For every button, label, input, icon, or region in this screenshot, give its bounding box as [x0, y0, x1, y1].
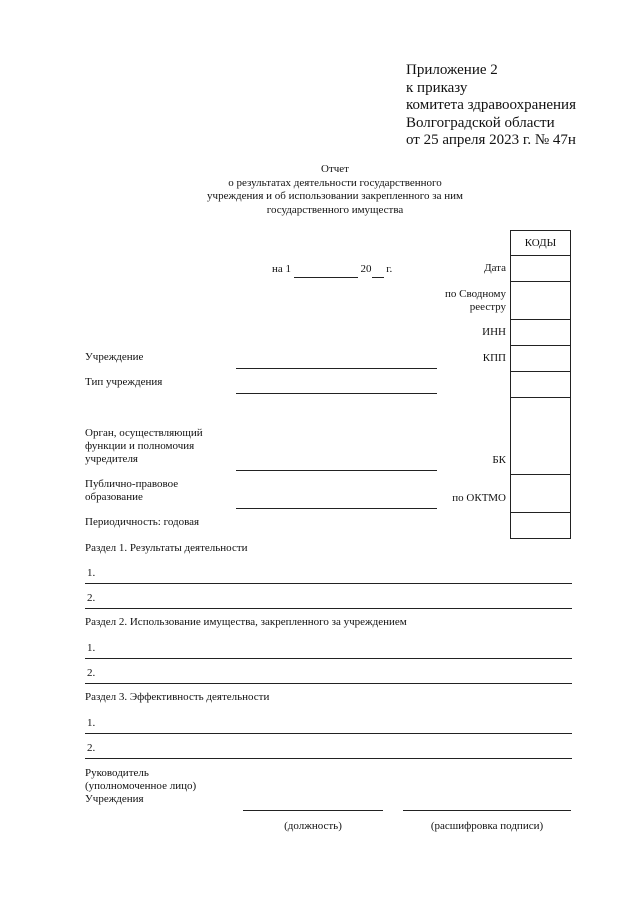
- report-title: [150, 163, 520, 217]
- code-cell-bk: [511, 398, 570, 475]
- founder-line: Орган, осуществляющий: [85, 427, 203, 439]
- title-line: о результатах деятельности государственного: [228, 176, 442, 189]
- public-entity-line: образование: [85, 491, 143, 503]
- label-kpp: КПП: [482, 352, 506, 364]
- signature-line: Учреждения: [85, 793, 144, 805]
- code-cell-date: [511, 256, 570, 282]
- section-3-item-2: 2.: [87, 742, 96, 754]
- public-entity-line-blank: [236, 508, 437, 509]
- code-cell-kpp: [511, 346, 570, 372]
- section-1-item-2: 2.: [87, 592, 96, 604]
- title-line: учреждения и об использовании закрепленного за ним: [207, 190, 463, 202]
- appendix-line: к приказу: [406, 79, 468, 96]
- section-1-item-1: 1.: [87, 567, 96, 579]
- section-2-line-2: [85, 683, 572, 684]
- code-cell-oktmo: [511, 475, 570, 513]
- label-registry: по Сводному реестру: [444, 288, 506, 313]
- founder-line: учредителя: [85, 453, 138, 465]
- code-cell-type: [511, 372, 570, 398]
- signature-line: (уполномоченное лицо): [85, 780, 197, 792]
- signature-block: [85, 767, 196, 806]
- signature-line: Руководитель: [85, 767, 149, 779]
- public-entity-line: Публично-правовое: [85, 478, 179, 490]
- date-blank: [294, 264, 358, 278]
- section-3-title: Раздел 3. Эффективность деятельности: [85, 691, 270, 703]
- section-2-item-1: 1.: [87, 642, 96, 654]
- founder-line-blank: [236, 470, 437, 471]
- founder-line: функции и полномочия: [85, 440, 195, 452]
- section-2-item-2: 2.: [87, 667, 96, 679]
- position-line: [243, 810, 383, 811]
- codes-header: КОДЫ: [511, 231, 570, 256]
- appendix-line: от 25 апреля 2023 г. № 47н: [406, 132, 576, 148]
- year-suffix: г.: [386, 263, 393, 275]
- section-3-line-1: [85, 733, 572, 734]
- label-bk: БК: [492, 454, 506, 466]
- field-founder: [85, 427, 203, 466]
- title-line: государственного имущества: [266, 203, 404, 216]
- section-2-title: Раздел 2. Использование имущества, закрепленного за учреждением: [85, 616, 407, 628]
- section-1-line-1: [85, 583, 572, 584]
- field-public-entity: [85, 478, 178, 504]
- appendix-line: Волгоградской области: [406, 114, 555, 131]
- field-institution-type: Тип учреждения: [85, 376, 163, 388]
- codes-table: [510, 230, 571, 539]
- appendix-line: комитета здравоохранения: [406, 97, 576, 113]
- code-cell-inn: [511, 320, 570, 346]
- date-prefix: на 1: [272, 263, 292, 275]
- label-date: Дата: [484, 262, 506, 274]
- year-blank: [372, 264, 384, 278]
- appendix-block: [406, 62, 576, 150]
- date-line: [272, 263, 392, 278]
- code-cell-periodicity: [511, 513, 570, 538]
- institution-type-line: [236, 393, 437, 394]
- section-3-line-2: [85, 758, 572, 759]
- code-cell-registry: [511, 282, 570, 320]
- label-oktmo: по ОКТМО: [452, 492, 506, 504]
- field-institution: Учреждение: [85, 351, 144, 363]
- section-1-title: Раздел 1. Результаты деятельности: [85, 542, 248, 554]
- section-2-line-1: [85, 658, 572, 659]
- section-1-line-2: [85, 608, 572, 609]
- field-periodicity: Периодичность: годовая: [85, 516, 200, 528]
- section-3-item-1: 1.: [87, 717, 96, 729]
- title-line: Отчет: [321, 163, 349, 175]
- appendix-line: Приложение 2: [406, 62, 498, 78]
- year-prefix: 20: [360, 263, 372, 275]
- institution-line: [236, 368, 437, 369]
- decoding-line: [403, 810, 571, 811]
- position-caption: (должность): [284, 820, 342, 832]
- label-inn: ИНН: [482, 326, 506, 338]
- decoding-caption: (расшифровка подписи): [430, 820, 544, 832]
